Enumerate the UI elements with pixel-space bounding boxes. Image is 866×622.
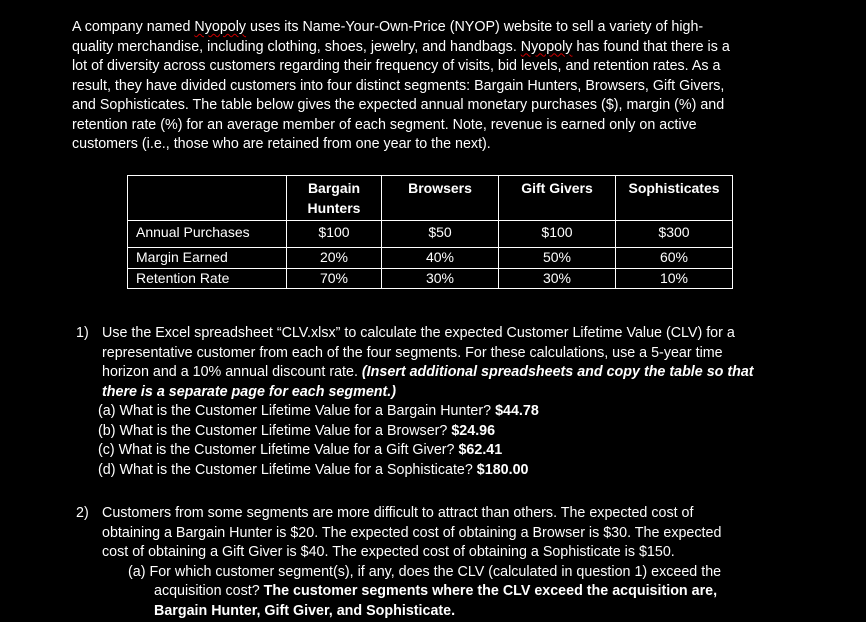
intro-text: result, they have divided customers into four distinct segments: Bargain Hunters, Browsers, Gift Givers, xyxy=(72,77,725,94)
row-label: Retention Rate xyxy=(128,268,287,289)
intro-text: quality merchandise, including clothing, shoes, jewelry, and handbags. xyxy=(72,38,521,55)
answer: $62.41 xyxy=(458,442,503,458)
question-part: (a) For which customer segment(s), if any, does the CLV (calculated in question 1) exceed the xyxy=(128,563,722,580)
question-1 xyxy=(72,324,772,480)
question-number: 1) xyxy=(76,325,89,341)
table-header-sophisticates: Sophisticates xyxy=(616,176,733,221)
answer: $180.00 xyxy=(476,461,529,478)
table-row xyxy=(128,268,733,289)
intro-text: uses its Name-Your-Own-Price (NYOP) website to sell a variety of high- xyxy=(246,19,704,35)
question-text: horizon and a 10% annual discount rate. xyxy=(102,364,362,380)
answer: $24.96 xyxy=(451,422,496,439)
table-cell: $100 xyxy=(287,221,382,248)
intro-text: A company named xyxy=(72,19,195,35)
question-number: 2) xyxy=(76,505,89,521)
table-cell: 20% xyxy=(287,248,382,269)
table-header-browsers: Browsers xyxy=(382,176,499,221)
intro-text: and Sophisticates. The table below gives the expected annual monetary purchases ($), margin (%) and xyxy=(72,97,725,113)
intro-text: customers (i.e., those who are retained from one year to the next). xyxy=(72,136,491,152)
answer: $44.78 xyxy=(495,403,539,419)
question-note: there is a separate page for each segment.) xyxy=(102,383,396,400)
table-cell: $100 xyxy=(499,221,616,248)
question-2 xyxy=(72,504,772,621)
company-name: Nyopoly xyxy=(520,38,573,55)
question-text: acquisition cost? xyxy=(154,583,264,599)
table-cell: $50 xyxy=(382,221,499,248)
row-label: Annual Purchases xyxy=(128,221,287,248)
intro-text: has found that there is a xyxy=(572,38,730,55)
row-label: Margin Earned xyxy=(128,248,287,269)
intro-paragraph xyxy=(72,18,772,155)
table-cell: $300 xyxy=(616,221,733,248)
question-text: cost of obtaining a Gift Giver is $40. The expected cost of obtaining a Sophisticate is $150. xyxy=(102,544,675,560)
table-header-row xyxy=(128,176,733,221)
table-cell: 70% xyxy=(287,268,382,289)
table-cell: 10% xyxy=(616,268,733,289)
intro-text: lot of diversity across customers regarding their frequency of visits, bid levels, and retention rates. As a xyxy=(72,58,721,74)
table-header-bargain-hunters: Bargain Hunters xyxy=(287,176,382,221)
question-text: obtaining a Bargain Hunter is $20. The expected cost of obtaining a Browser is $30. The expected xyxy=(102,524,722,541)
intro-text: retention rate (%) for an average member of each segment. Note, revenue is earned only on active xyxy=(72,116,697,133)
answer: Bargain Hunter, Gift Giver, and Sophisticate. xyxy=(154,602,456,619)
table-cell: 30% xyxy=(382,268,499,289)
table-header-empty xyxy=(128,176,287,221)
table-header-gift-givers: Gift Givers xyxy=(499,176,616,221)
table-cell: 30% xyxy=(499,268,616,289)
table-cell: 50% xyxy=(499,248,616,269)
question-text: Use the Excel spreadsheet “CLV.xlsx” to calculate the expected Customer Lifetime Value (CLV) for a xyxy=(102,325,735,341)
table-cell: 40% xyxy=(382,248,499,269)
question-part: (a) What is the Customer Lifetime Value for a Bargain Hunter? $44.78 xyxy=(98,403,539,419)
question-note: (Insert additional spreadsheets and copy the table so that xyxy=(361,364,754,380)
table-cell: 60% xyxy=(616,248,733,269)
table-row xyxy=(128,221,733,248)
company-name: Nyopoly xyxy=(194,19,247,35)
question-text: Customers from some segments are more difficult to attract than others. The expected cost of xyxy=(102,505,694,521)
table-row xyxy=(128,248,733,269)
question-part: (d) What is the Customer Lifetime Value for a Sophisticate? $180.00 xyxy=(98,461,529,478)
question-part: (c) What is the Customer Lifetime Value for a Gift Giver? $62.41 xyxy=(98,442,503,458)
answer: The customer segments where the CLV exceed the acquisition are, xyxy=(263,583,718,599)
question-part: (b) What is the Customer Lifetime Value for a Browser? $24.96 xyxy=(98,422,496,439)
question-text: representative customer from each of the four segments. For these calculations, use a 5-year time xyxy=(102,344,723,361)
segment-table xyxy=(127,175,733,289)
